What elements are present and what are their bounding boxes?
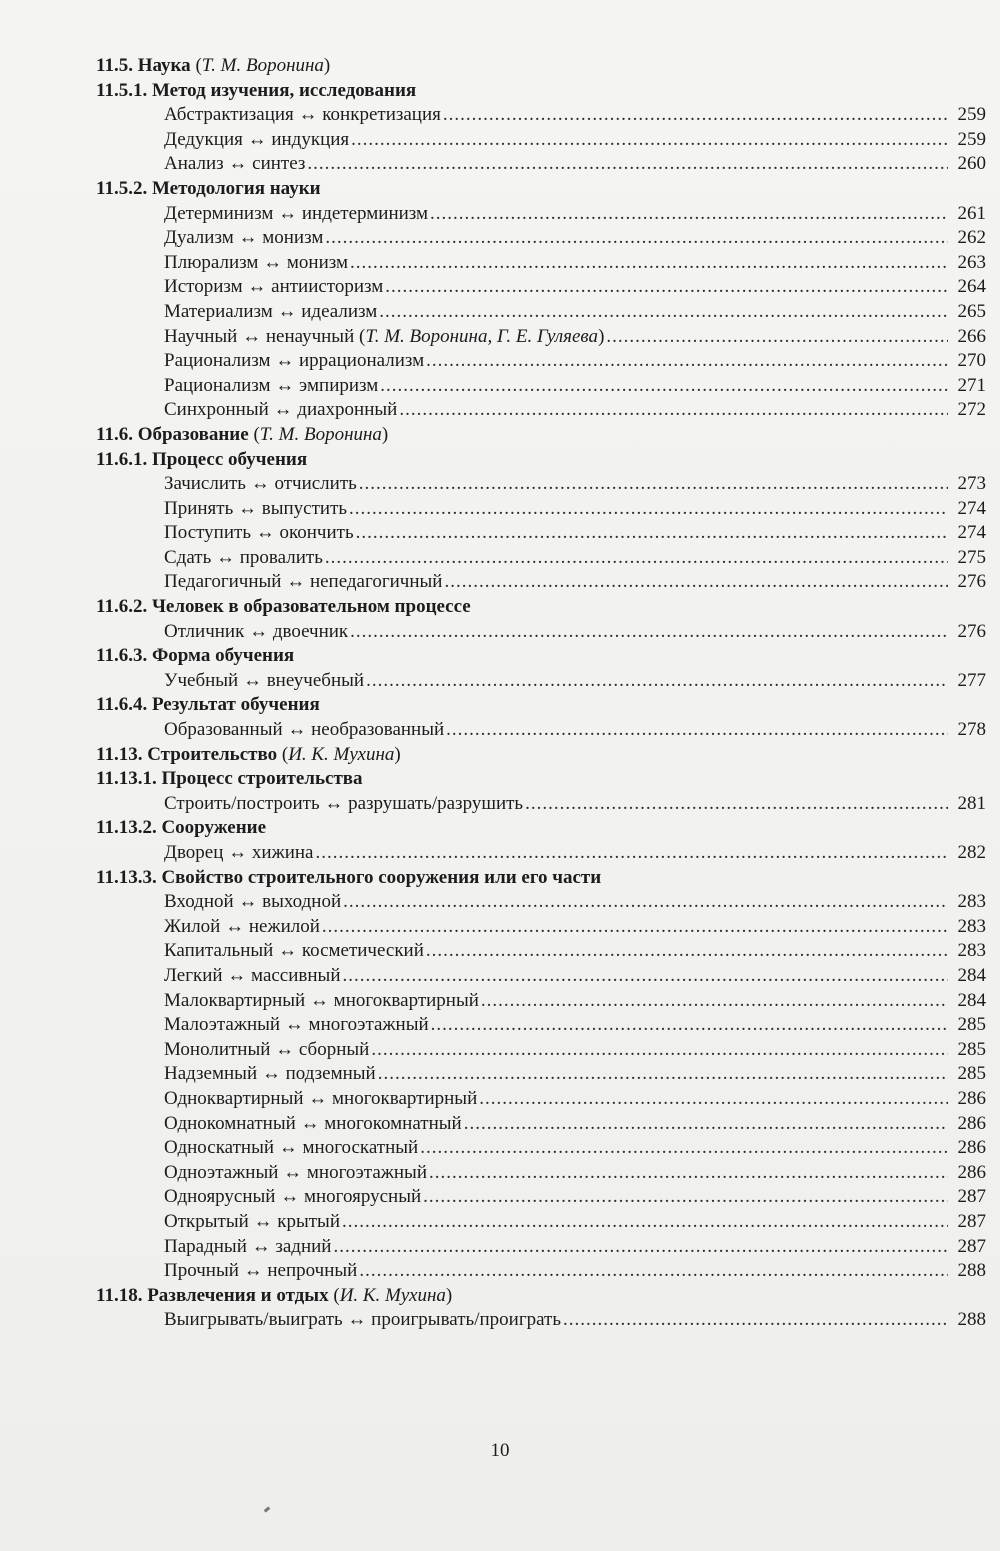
toc-entry-text: Историзм ↔ антиисторизм xyxy=(164,276,384,298)
toc-entry-text: Легкий ↔ массивный xyxy=(164,964,341,986)
toc-heading: 11.13. Строительство (И. К. Мухина) xyxy=(96,743,401,765)
toc-entry-text: Принять ↔ выпустить xyxy=(164,497,348,519)
dot-leader xyxy=(356,521,948,546)
dot-leader xyxy=(371,1038,948,1063)
toc-heading xyxy=(96,693,986,718)
toc-entry-text: Дедукция ↔ индукция xyxy=(164,128,350,150)
toc-page-number: 287 xyxy=(957,1235,986,1257)
dot-leader xyxy=(479,1087,948,1112)
toc-entry-text: Рационализм ↔ иррационализм xyxy=(164,350,425,372)
toc-entry xyxy=(96,374,986,399)
toc-page-number: 281 xyxy=(957,792,986,814)
dot-leader xyxy=(343,890,948,915)
toc-heading-author: И. К. Мухина xyxy=(288,743,395,765)
toc-entry xyxy=(96,1112,986,1137)
toc-entry-text: Парадный ↔ задний xyxy=(164,1235,332,1257)
toc-page-number: 275 xyxy=(957,546,986,568)
toc-entry-text: Одноэтажный ↔ многоэтажный xyxy=(164,1161,427,1183)
dot-leader xyxy=(446,718,948,743)
dot-leader xyxy=(351,128,948,153)
toc-entry xyxy=(96,1308,986,1333)
toc-page-number: 263 xyxy=(957,251,986,273)
dot-leader xyxy=(359,472,948,497)
toc-entry-text: Анализ ↔ синтез xyxy=(164,153,306,175)
toc-page-number: 283 xyxy=(957,891,986,913)
toc-heading-author: Т. М. Воронина xyxy=(201,55,324,76)
toc-page-number: 287 xyxy=(957,1186,986,1208)
toc-heading-text: 11.13. Строительство xyxy=(96,743,278,765)
dot-leader xyxy=(379,300,948,325)
toc-page-number: 284 xyxy=(957,964,986,986)
dot-leader xyxy=(378,1062,948,1087)
toc-page-number: 286 xyxy=(957,1161,986,1183)
toc-entry-text: Плюрализм ↔ монизм xyxy=(164,251,349,273)
dot-leader xyxy=(315,841,948,866)
toc-entry-text: Надземный ↔ подземный xyxy=(164,1063,376,1085)
toc-entry xyxy=(96,1087,986,1112)
toc-entry xyxy=(96,1235,986,1260)
dot-leader xyxy=(423,1185,948,1210)
dot-leader xyxy=(307,152,948,177)
toc-entry-text: Малоквартирный ↔ многоквартирный xyxy=(164,989,479,1011)
toc-heading-text: 11.6.3. Форма обучения xyxy=(96,645,295,667)
toc-entry xyxy=(96,398,986,423)
toc-entry-text: Сдать ↔ провалить xyxy=(164,546,323,568)
toc-heading-text: 11.6. Образование xyxy=(96,423,249,445)
dot-leader xyxy=(333,1235,948,1260)
toc-page-number: 286 xyxy=(957,1087,986,1109)
toc-entry xyxy=(96,1161,986,1186)
toc-entry xyxy=(96,964,986,989)
toc-heading-text: 11.5.1. Метод изучения, исследования xyxy=(96,79,417,101)
toc-entry xyxy=(96,1210,986,1235)
toc-page-number: 259 xyxy=(957,128,986,150)
toc-heading xyxy=(96,79,986,104)
toc-entry xyxy=(96,989,986,1014)
toc-page-number: 274 xyxy=(957,522,986,544)
toc-heading xyxy=(96,866,986,891)
toc-entry-text: Монолитный ↔ сборный xyxy=(164,1038,370,1060)
dot-leader xyxy=(349,497,948,522)
toc-page-number: 266 xyxy=(957,325,986,347)
toc-entry-text: Материализм ↔ идеализм xyxy=(164,300,378,322)
toc-entry-text: Абстрактизация ↔ конкретизация xyxy=(164,104,441,126)
toc-page-number: 285 xyxy=(957,1038,986,1060)
toc-heading-author: Т. М. Воронина xyxy=(259,423,382,445)
toc-entry xyxy=(96,1136,986,1161)
dot-leader xyxy=(426,939,948,964)
toc-page-number: 259 xyxy=(957,104,986,126)
toc-heading: 11.6. Образование (Т. М. Воронина) xyxy=(96,423,389,445)
table-of-contents xyxy=(96,54,986,1333)
toc-entry xyxy=(96,251,986,276)
dot-leader xyxy=(359,1259,948,1284)
toc-heading xyxy=(96,448,986,473)
toc-entry-text: Строить/построить ↔ разрушать/разрушить xyxy=(164,792,524,814)
toc-page-number: 283 xyxy=(957,915,986,937)
toc-entry-text: Одноярусный ↔ многоярусный xyxy=(164,1186,422,1208)
dot-leader xyxy=(443,103,948,128)
toc-page-number: 265 xyxy=(957,300,986,322)
toc-page-number: 283 xyxy=(957,940,986,962)
page-number: 10 xyxy=(490,1440,510,1461)
toc-entry xyxy=(96,1038,986,1063)
toc-entry xyxy=(96,103,986,128)
toc-entry-text: Отличник ↔ двоечник xyxy=(164,620,349,642)
toc-page-number: 276 xyxy=(957,620,986,642)
toc-entry-text: Образованный ↔ необразованный xyxy=(164,719,445,741)
dot-leader xyxy=(322,915,948,940)
toc-entry xyxy=(96,1013,986,1038)
toc-heading xyxy=(96,595,986,620)
toc-page-number: 261 xyxy=(957,202,986,224)
toc-page-number: 260 xyxy=(957,153,986,175)
toc-heading-text: 11.5. Наука xyxy=(96,55,191,76)
toc-entry xyxy=(96,890,986,915)
dot-leader xyxy=(444,570,948,595)
dot-leader xyxy=(563,1308,948,1333)
toc-page-number: 273 xyxy=(957,473,986,495)
toc-page-number: 264 xyxy=(957,276,986,298)
toc-entry xyxy=(96,915,986,940)
toc-entry xyxy=(96,226,986,251)
toc-entry-text: Открытый ↔ крытый xyxy=(164,1210,340,1232)
toc-entry xyxy=(96,841,986,866)
dot-leader xyxy=(366,669,948,694)
toc-entry-text: Учебный ↔ внеучебный xyxy=(164,669,365,691)
dot-leader xyxy=(325,546,948,571)
toc-heading-text: 11.6.1. Процесс обучения xyxy=(96,448,308,470)
toc-entry: Научный ↔ ненаучный (Т. М. Воронина, Г. Е. Гуляева) ..... 266 xyxy=(96,325,986,350)
dot-leader xyxy=(342,1210,948,1235)
toc-entry xyxy=(96,939,986,964)
dot-leader xyxy=(350,620,948,645)
toc-entry-text: Однокомнатный ↔ многокомнатный xyxy=(164,1112,462,1134)
toc-entry-text: Одноквартирный ↔ многоквартирный xyxy=(164,1087,478,1109)
dot-leader xyxy=(429,1161,948,1186)
toc-heading xyxy=(96,644,986,669)
dot-leader xyxy=(426,349,948,374)
toc-entry-text: Дворец ↔ хижина xyxy=(164,842,314,863)
toc-page-number: 276 xyxy=(957,571,986,593)
toc-page-number: 285 xyxy=(957,1063,986,1085)
toc-entry xyxy=(96,349,986,374)
toc-page-number: 277 xyxy=(957,669,986,691)
toc-entry-text: Рационализм ↔ эмпиризм xyxy=(164,374,379,396)
toc-entry xyxy=(96,202,986,227)
toc-entry xyxy=(96,472,986,497)
toc-heading: 11.5. Наука (Т. М. Воронина) xyxy=(96,55,331,76)
dot-leader xyxy=(430,202,948,227)
toc-entry-text: Научный ↔ ненаучный xyxy=(164,325,355,347)
toc-entry xyxy=(96,1259,986,1284)
dot-leader xyxy=(325,226,948,251)
toc-heading-text: 11.5.2. Методология науки xyxy=(96,177,321,199)
dot-leader xyxy=(385,275,948,300)
toc-entry-text: Зачислить ↔ отчислить xyxy=(164,473,357,495)
dot-leader xyxy=(399,398,948,423)
toc-entry-text: Педагогичный ↔ непедагогичный xyxy=(164,571,443,593)
toc-page-number: 285 xyxy=(957,1014,986,1036)
toc-page-number: 284 xyxy=(957,989,986,1011)
dot-leader xyxy=(431,1013,948,1038)
toc-page-number: 271 xyxy=(957,374,986,396)
toc-entry xyxy=(96,1185,986,1210)
toc-page-number: 270 xyxy=(957,350,986,372)
toc-entry-text: Капитальный ↔ косметический xyxy=(164,940,424,962)
toc-entry xyxy=(96,521,986,546)
toc-heading-text: 11.6.4. Результат обучения xyxy=(96,694,320,716)
toc-page-number: 278 xyxy=(957,719,986,741)
toc-entry xyxy=(96,300,986,325)
toc-heading-text: 11.6.2. Человек в образовательном процессе xyxy=(96,596,471,618)
pen-mark xyxy=(264,1506,271,1512)
dot-leader xyxy=(481,989,948,1014)
dot-leader xyxy=(350,251,948,276)
toc-entry xyxy=(96,792,986,817)
toc-entry xyxy=(96,718,986,743)
toc-entry xyxy=(96,497,986,522)
dot-leader xyxy=(525,792,948,817)
toc-entry-text: Дуализм ↔ монизм xyxy=(164,227,324,249)
toc-entry xyxy=(96,275,986,300)
toc-entry-text: Прочный ↔ непрочный xyxy=(164,1260,358,1282)
toc-entry xyxy=(96,128,986,153)
toc-heading xyxy=(96,816,986,841)
toc-page-number: 262 xyxy=(957,227,986,249)
toc-entry xyxy=(96,152,986,177)
dot-leader xyxy=(464,1112,948,1137)
toc-heading-text: 11.13.2. Сооружение xyxy=(96,817,267,839)
toc-entry-text: Односкатный ↔ многоскатный xyxy=(164,1137,419,1159)
toc-page-number: 282 xyxy=(957,842,986,863)
toc-heading-text: 11.13.1. Процесс строительства xyxy=(96,768,363,790)
toc-page-number: 288 xyxy=(957,1260,986,1282)
toc-entry-text: Малоэтажный ↔ многоэтажный xyxy=(164,1014,429,1036)
toc-heading xyxy=(96,767,986,792)
toc-page-number: 286 xyxy=(957,1112,986,1134)
toc-heading: 11.18. Развлечения и отдых (И. К. Мухина) xyxy=(96,1284,453,1306)
toc-entry-text: Жилой ↔ нежилой xyxy=(164,915,320,937)
dot-leader xyxy=(380,374,948,399)
toc-heading-text: 11.13.3. Свойство строительного сооружения или его части xyxy=(96,866,602,888)
toc-page-number: 272 xyxy=(957,399,986,421)
toc-entry-text: Детерминизм ↔ индетерминизм xyxy=(164,202,429,224)
dot-leader xyxy=(606,325,948,350)
toc-page-number: 287 xyxy=(957,1210,986,1232)
toc-entry-text: Выигрывать/выиграть ↔ проигрывать/проиграть xyxy=(164,1309,562,1331)
toc-entry xyxy=(96,620,986,645)
toc-heading-text: 11.18. Развлечения и отдых xyxy=(96,1284,329,1306)
toc-heading-author: И. К. Мухина xyxy=(339,1284,446,1306)
toc-heading xyxy=(96,177,986,202)
toc-page-number: 286 xyxy=(957,1137,986,1159)
toc-entry xyxy=(96,570,986,595)
toc-entry-author: Т. М. Воронина, Г. Е. Гуляева xyxy=(365,325,599,347)
toc-entry xyxy=(96,546,986,571)
toc-entry-text: Поступить ↔ окончить xyxy=(164,522,354,544)
toc-page-number: 288 xyxy=(957,1309,986,1331)
dot-leader xyxy=(342,964,948,989)
toc-entry-text: Входной ↔ выходной xyxy=(164,891,342,913)
toc-entry xyxy=(96,1062,986,1087)
dot-leader xyxy=(420,1136,948,1161)
toc-entry-text: Синхронный ↔ диахронный xyxy=(164,399,398,421)
toc-entry xyxy=(96,669,986,694)
toc-page-number: 274 xyxy=(957,497,986,519)
